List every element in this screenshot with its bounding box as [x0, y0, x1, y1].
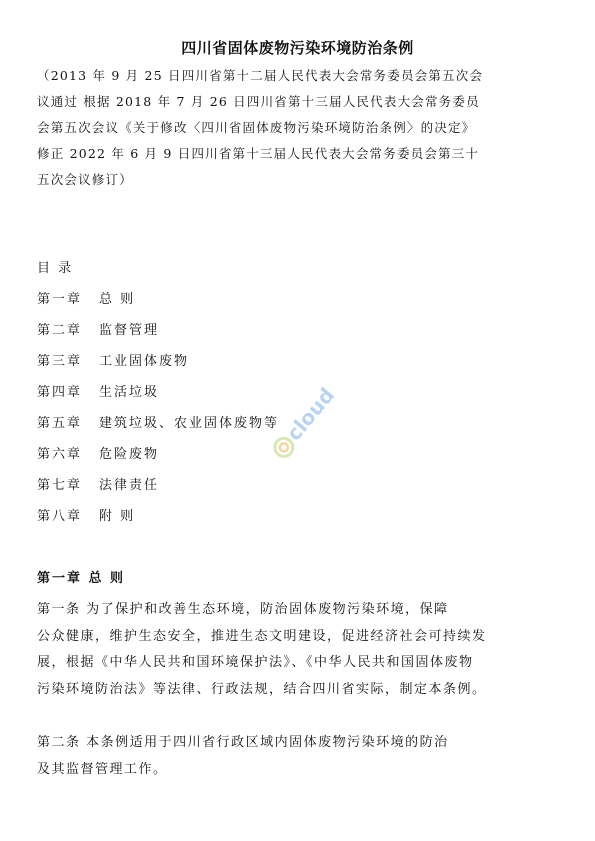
toc-chapter-number: 第七章: [37, 478, 83, 493]
toc-chapter-number: 第三章: [37, 354, 83, 369]
toc-chapter-label: 危险废物: [99, 447, 160, 462]
toc-chapter-number: 第六章: [37, 447, 83, 462]
toc-item-chapter-6: [37, 446, 159, 464]
article-2: [37, 733, 557, 786]
toc-chapter-number: 第五章: [37, 416, 83, 431]
history-line: 修正 2022 年 6 月 9 日四川省第十三届人民代表大会常务委员会第三十: [37, 146, 480, 161]
watermark-ring-orange: [278, 442, 289, 453]
history-line: 五次会议修订）: [37, 172, 133, 187]
article-line: 第一条 为了保护和改善生态环境，防治固体废物污染环境，保障: [37, 602, 449, 617]
toc-chapter-label: 生活垃圾: [99, 385, 160, 400]
toc-heading: 目 录: [37, 261, 74, 276]
history-line: 会第五次会议《关于修改〈四川省固体废物污染环境防治条例〉的决定》: [37, 120, 476, 135]
toc-item-chapter-1: [37, 291, 135, 309]
history-line: 议通过 根据 2018 年 7 月 26 日四川省第十三届人民代表大会常务委员: [37, 94, 480, 109]
chapter-1-heading: 第一章 总 则: [37, 571, 126, 586]
toc-chapter-label: 附 则: [99, 509, 136, 524]
toc-item-chapter-5: [37, 415, 279, 433]
article-line: 及其监督管理工作。: [37, 761, 168, 777]
document-title: 四川省固体废物污染环境防治条例: [181, 39, 414, 57]
article-1: [37, 600, 557, 706]
article-line: 第二条 本条例适用于四川省行政区域内固体废物污染环境的防治: [37, 735, 449, 750]
toc-item-chapter-2: [37, 322, 159, 340]
toc-chapter-label: 监督管理: [99, 323, 160, 338]
toc-chapter-label: 总 则: [99, 292, 136, 307]
toc-chapter-label: 法律责任: [99, 478, 160, 493]
history-line: （2013 年 9 月 25 日四川省第十二届人民代表大会常务委员会第五次会: [37, 68, 484, 83]
cloud-watermark-logo: [258, 378, 348, 468]
toc-chapter-label: 建筑垃圾、农业固体废物等: [99, 416, 280, 431]
toc-chapter-number: 第二章: [37, 323, 83, 338]
article-line: 公众健康，维护生态安全，推进生态文明建设，促进经济社会可持续发: [37, 628, 487, 644]
toc-chapter-number: 第四章: [37, 385, 83, 400]
legislative-history: [37, 66, 559, 196]
toc-chapter-number: 第八章: [37, 509, 83, 524]
article-line: 污染环境防治法》等法律、行政法规，结合四川省实际，制定本条例。: [37, 681, 487, 697]
toc-chapter-number: 第一章: [37, 292, 83, 307]
toc-item-chapter-3: [37, 353, 189, 371]
toc-item-chapter-4: [37, 384, 159, 402]
toc-chapter-label: 工业固体废物: [99, 354, 190, 369]
watermark-text: cloud: [281, 383, 340, 446]
article-line: 展，根据《中华人民共和国环境保护法》、《中华人民共和国固体废物: [37, 655, 474, 670]
toc-item-chapter-7: [37, 477, 159, 495]
toc-item-chapter-8: [37, 508, 135, 526]
